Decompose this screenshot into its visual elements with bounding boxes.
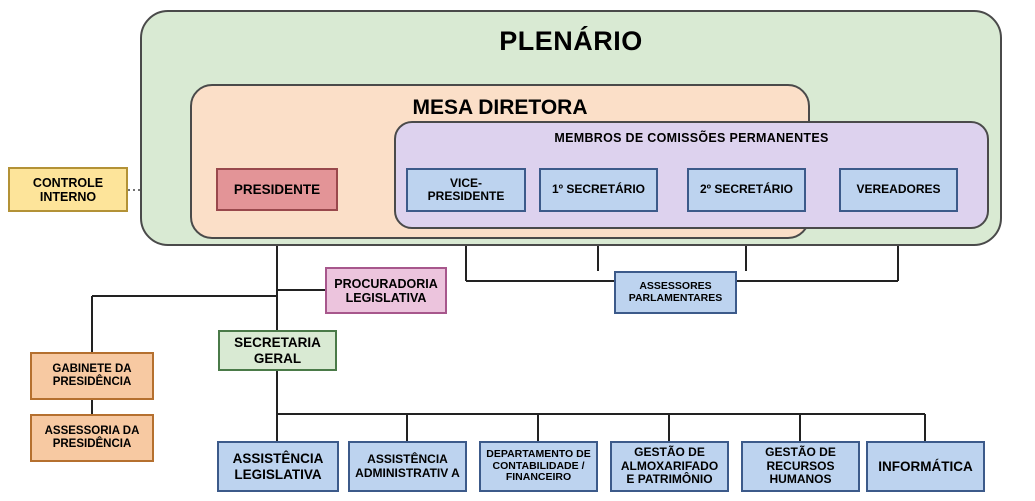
container-mesa-diretora-label: MESA DIRETORA <box>412 96 588 119</box>
node-controle-interno[interactable] <box>8 167 128 212</box>
node-vereadores[interactable] <box>839 168 958 212</box>
container-membros-comissoes-label: MEMBROS DE COMISSÕES PERMANENTES <box>554 131 829 145</box>
node-vice-presidente[interactable] <box>406 168 526 212</box>
node-procuradoria-legislativa-label: PROCURADORIA LEGISLATIVA <box>334 276 438 305</box>
node-informatica[interactable] <box>866 441 985 492</box>
node-assessores-parlamentares[interactable] <box>614 271 737 314</box>
node-informatica-label: INFORMÁTICA <box>878 458 973 474</box>
node-assistencia-legislativa[interactable] <box>217 441 339 492</box>
node-gabinete-presidencia-label: GABINETE DA PRESIDÊNCIA <box>52 363 132 388</box>
node-departamento-contabilidade[interactable] <box>479 441 598 492</box>
node-controle-interno-label: CONTROLE INTERNO <box>32 175 104 204</box>
node-assessoria-presidencia-label: ASSESSORIA DA PRESIDÊNCIA <box>44 425 140 450</box>
node-assistencia-legislativa-label: ASSISTÊNCIA LEGISLATIVA <box>232 451 324 482</box>
node-assistencia-administrativa[interactable] <box>348 441 467 492</box>
container-plenario-label: PLENÁRIO <box>499 26 643 56</box>
node-presidente-label: PRESIDENTE <box>233 181 321 197</box>
node-gestao-almoxarifado-label: GESTÃO DE ALMOXARIFADO E PATRIMÔNIO <box>620 445 719 487</box>
node-secretaria-geral-label: SECRETARIA GERAL <box>234 335 321 366</box>
node-primeiro-secretario-label: 1º SECRETÁRIO <box>551 182 646 197</box>
node-secretaria-geral[interactable] <box>218 330 337 371</box>
node-vice-presidente-label: VICE-PRESIDENTE <box>427 175 505 203</box>
node-presidente[interactable] <box>216 168 338 211</box>
node-assistencia-administrativa-label: ASSISTÊNCIA ADMINISTRATIV A <box>355 452 460 480</box>
node-gestao-recursos-humanos[interactable] <box>741 441 860 492</box>
node-assessores-parlamentares-label: ASSESSORES PARLAMENTARES <box>628 279 723 304</box>
node-gestao-recursos-humanos-label: GESTÃO DE RECURSOS HUMANOS <box>765 445 836 487</box>
node-segundo-secretario-label: 2º SECRETÁRIO <box>699 182 794 197</box>
node-procuradoria-legislativa[interactable] <box>325 267 447 314</box>
node-vereadores-label: VEREADORES <box>856 182 941 197</box>
node-gestao-almoxarifado[interactable] <box>610 441 729 492</box>
node-segundo-secretario[interactable] <box>687 168 806 212</box>
node-assessoria-presidencia[interactable] <box>30 414 154 462</box>
node-departamento-contabilidade-label: DEPARTAMENTO DE CONTABILIDADE / FINANCEIRO <box>486 447 591 484</box>
node-gabinete-presidencia[interactable] <box>30 352 154 400</box>
node-primeiro-secretario[interactable] <box>539 168 658 212</box>
